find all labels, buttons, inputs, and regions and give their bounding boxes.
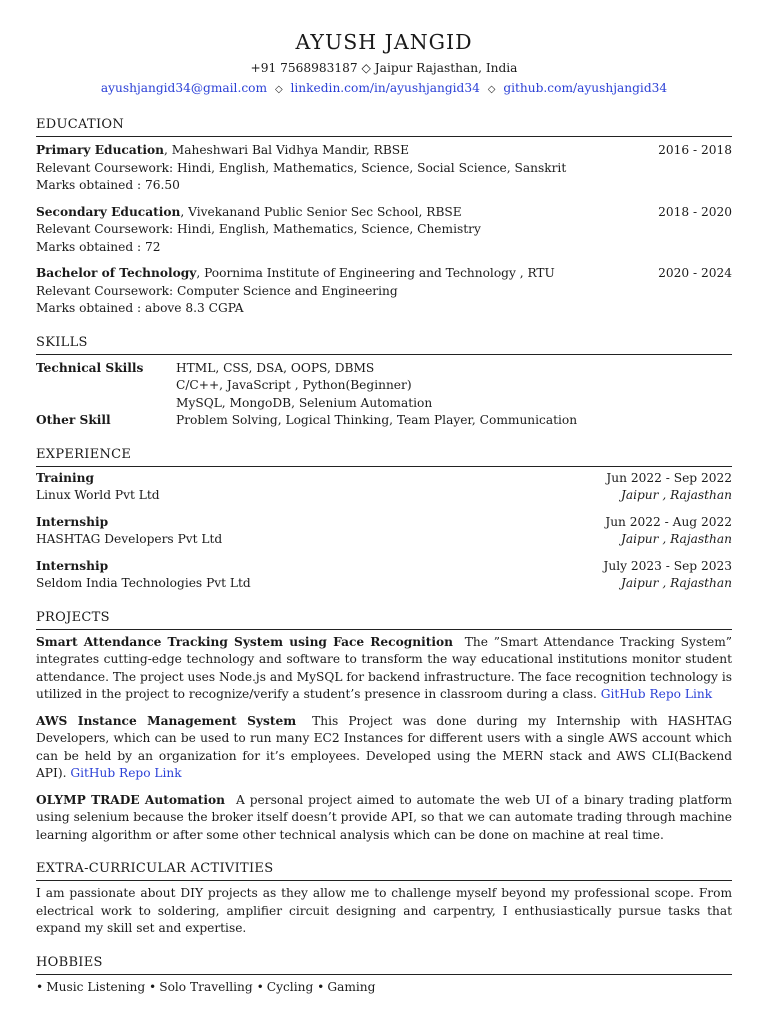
bullet-icon: • [317,979,325,994]
education-marks: Marks obtained : above 8.3 CGPA [36,301,244,315]
github-repo-link[interactable]: GitHub Repo Link [600,687,713,701]
github-repo-link[interactable]: GitHub Repo Link [70,766,182,780]
skill-line: C/C++, JavaScript , Python(Beginner) [176,378,412,392]
extracurricular-text: I am passionate about DIY projects as they allow me to challenge myself beyond my professional scope. From electrical work to soldering, amplifier circuit designing and carpentry, I enthusiastically pursue tasks that expand my skill set and expertise. [36,886,732,935]
project-description: A personal project aimed to automate the web UI of a binary trading platform using selenium because the broker itself doesn’t provide API, so that we can automate trading through machine learning algorithm or after some other technical analysis which can be done on machine at real time. [36,792,733,842]
education-entry [36,265,732,318]
education-degree: Secondary Education [36,204,181,219]
project-description: The ”Smart Attendance Tracking System” integrates cutting-edge technology and software to transform the way educational institutions monitor student attendance. The project uses Node.js and MySQL for backend infrastructure. The face recognition technology is utilized in the project to recognize/verify a student’s presence in classroom during a class. [36,634,732,701]
education-coursework: Relevant Coursework: Hindi, English, Mathematics, Science, Social Science, Sanskrit [36,160,567,175]
education-entry [36,142,732,195]
contact-links [36,78,732,100]
project-description: This Project was done during my Internship with HASHTAG Developers, which can be used to run many EC2 Instances for different users with a single AWS account which can be held by an organization for it’s employees. Developed using the MERN stack and AWS CLI(Backend API). [36,713,733,780]
education-marks: Marks obtained : 76.50 [36,178,180,192]
candidate-name: AYUSH JANGID [295,30,473,54]
education-marks: Marks obtained : 72 [36,239,161,254]
education-coursework: Relevant Coursework: Hindi, English, Mathematics, Science, Chemistry [36,222,481,236]
experience-company: Linux World Pvt Ltd [36,488,160,502]
education-years: 2018 - 2020 [658,204,732,219]
experience-list [36,470,732,593]
experience-role: Internship [36,514,109,529]
bullet-icon: • [36,979,44,994]
technical-skills-label: Technical Skills [36,360,144,375]
project-name: AWS Instance Management System [36,713,297,728]
other-skill-label: Other Skill [36,413,111,427]
github-link[interactable]: github.com/ayushjangid34 [503,81,668,95]
hobbies-heading: HOBBIES [36,954,732,975]
technical-skills-values [176,360,732,413]
education-school: , Maheshwari Bal Vidhya Mandir, RBSE [164,143,410,157]
project-entry [36,634,732,704]
experience-dates: Jun 2022 - Aug 2022 [605,514,732,529]
experience-company: Seldom India Technologies Pvt Ltd [36,576,251,590]
hobby-item: Music Listening [46,979,146,994]
education-years: 2016 - 2018 [658,143,732,157]
education-entry [36,204,732,257]
diamond-separator: ◇ [274,84,283,95]
skill-line: MySQL, MongoDB, Selenium Automation [176,395,433,410]
experience-dates: July 2023 - Sep 2023 [603,558,732,573]
experience-heading: EXPERIENCE [36,446,732,467]
skill-line: HTML, CSS, DSA, OOPS, DBMS [176,360,375,375]
experience-entry [36,470,732,505]
project-name: Smart Attendance Tracking System using Face Recognition [36,634,453,649]
experience-location: Jaipur , Rajasthan [620,488,732,502]
skills-heading: SKILLS [36,334,732,355]
hobby-item: Solo Travelling [159,979,253,994]
experience-entry [36,514,732,549]
bullet-icon: • [149,979,157,994]
experience-location: Jaipur , Rajasthan [620,576,732,590]
project-name: OLYMP TRADE Automation [36,792,226,807]
diamond-separator: ◇ [487,84,496,95]
hobby-item: Cycling [266,979,314,994]
project-entry [36,713,732,783]
projects-list [36,634,732,845]
education-heading: EDUCATION [36,116,732,137]
projects-heading: PROJECTS [36,609,732,630]
extracurricular-heading: EXTRA-CURRICULAR ACTIVITIES [36,860,732,881]
education-school: , Poornima Institute of Engineering and Technology , RTU [196,266,555,280]
experience-role: Internship [36,558,109,573]
experience-entry [36,558,732,593]
phone-location: +91 7568983187 ◇ Jaipur Rajasthan, India [250,61,518,75]
skills-table [36,360,732,430]
experience-company: HASHTAG Developers Pvt Ltd [36,532,223,546]
hobby-item: Gaming [327,979,376,994]
bullet-icon: • [256,979,264,994]
email-link[interactable]: ayushjangid34@gmail.com [100,81,268,95]
experience-dates: Jun 2022 - Sep 2022 [606,470,732,485]
experience-role: Training [36,470,95,485]
education-years: 2020 - 2024 [658,266,732,280]
hobbies-list [36,979,732,997]
experience-location: Jaipur , Rajasthan [620,532,732,546]
other-skill-value: Problem Solving, Logical Thinking, Team Player, Communication [176,413,578,427]
education-list [36,142,732,318]
education-degree: Bachelor of Technology [36,266,197,280]
linkedin-link[interactable]: linkedin.com/in/ayushjangid34 [290,81,480,95]
project-entry [36,792,732,845]
education-coursework: Relevant Coursework: Computer Science and Engineering [36,283,398,298]
education-degree: Primary Education [36,143,164,157]
education-school: , Vivekanand Public Senior Sec School, RBSE [180,204,462,219]
